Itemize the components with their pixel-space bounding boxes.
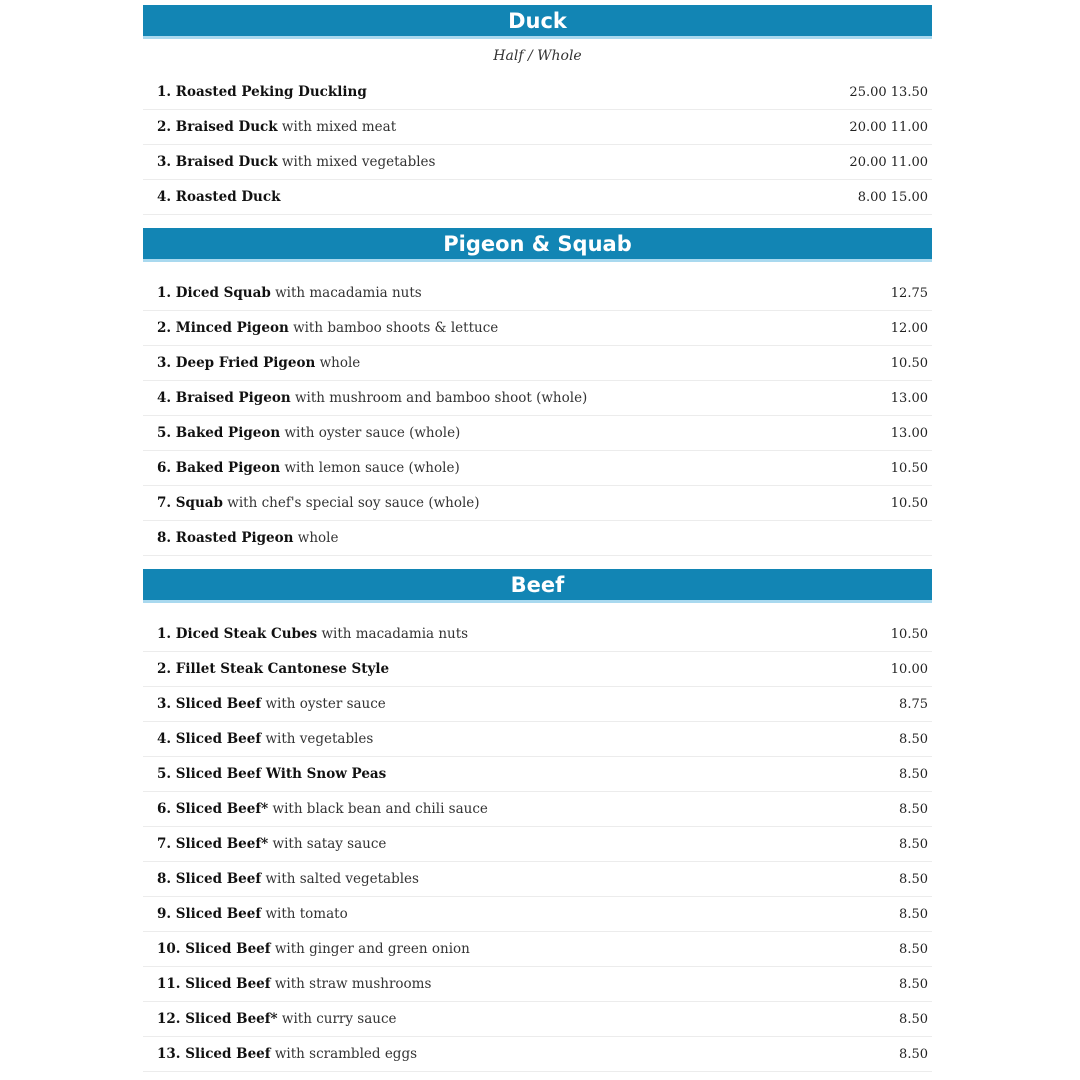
item-number: 9. [157,906,172,922]
item-name: Sliced Beef [175,731,262,747]
item-number: 7. [157,836,172,852]
item-number: 1. [157,84,172,100]
item-name: Sliced Beef [185,941,271,957]
menu-items [143,276,932,556]
item-description: with lemon sauce (whole) [284,460,460,476]
item-number: 2. [157,661,172,677]
menu-item [143,110,932,145]
item-price: 20.00 11.00 [849,154,928,170]
menu-item [143,486,932,521]
item-number: 3. [157,696,172,712]
item-description: with black bean and chili sauce [272,801,488,817]
item-name: Roasted Peking Duckling [175,84,367,100]
item-price: 25.00 13.50 [849,84,928,100]
item-name: Roasted Pigeon [175,530,294,546]
item-price: 8.50 [899,801,928,817]
item-description: whole [297,530,339,546]
item-name: Sliced Beef [175,906,262,922]
menu-item [143,416,932,451]
item-name: Deep Fried Pigeon [175,355,316,371]
item-number: 12. [157,1011,181,1027]
item-price: 8.50 [899,731,928,747]
item-name: Baked Pigeon [175,425,281,441]
item-description: with satay sauce [272,836,387,852]
item-price: 8.50 [899,941,928,957]
item-price: 8.50 [899,1046,928,1062]
item-description: with oyster sauce [265,696,386,712]
item-number: 8. [157,871,172,887]
menu-item [143,381,932,416]
item-number: 3. [157,355,172,371]
section-header: Beef [143,569,932,603]
menu-items [143,75,932,215]
item-description: with bamboo shoots & lettuce [293,320,499,336]
menu [143,5,932,1072]
item-description: with salted vegetables [265,871,419,887]
section-pigeon-squab [143,228,932,556]
item-name: Sliced Beef* [185,1011,278,1027]
item-description: with macadamia nuts [321,626,469,642]
item-price: 8.00 15.00 [857,189,928,205]
menu-item [143,1002,932,1037]
menu-item [143,617,932,652]
item-name: Sliced Beef With Snow Peas [175,766,387,782]
menu-item [143,967,932,1002]
menu-item [143,145,932,180]
item-name: Sliced Beef [175,696,262,712]
item-price: 20.00 11.00 [849,119,928,135]
item-number: 4. [157,731,172,747]
item-description: with scrambled eggs [274,1046,418,1062]
item-description: whole [319,355,361,371]
item-name: Sliced Beef [175,871,262,887]
item-number: 4. [157,189,172,205]
menu-item [143,1037,932,1072]
menu-item [143,792,932,827]
item-name: Minced Pigeon [175,320,289,336]
menu-item [143,722,932,757]
item-name: Fillet Steak Cantonese Style [175,661,390,677]
item-price: 10.50 [890,460,928,476]
item-number: 2. [157,320,172,336]
item-number: 11. [157,976,181,992]
item-description: with mixed meat [281,119,397,135]
menu-item [143,687,932,722]
item-number: 3. [157,154,172,170]
menu-item [143,451,932,486]
item-number: 13. [157,1046,181,1062]
item-name: Sliced Beef* [175,801,269,817]
menu-item [143,652,932,687]
item-price: 8.50 [899,766,928,782]
item-number: 1. [157,285,172,301]
menu-item [143,180,932,215]
item-description: with straw mushrooms [274,976,432,992]
item-price: 10.00 [890,661,928,677]
menu-item [143,757,932,792]
item-description: with oyster sauce (whole) [284,425,461,441]
item-price: 12.00 [890,320,928,336]
menu-item [143,346,932,381]
item-name: Diced Steak Cubes [175,626,318,642]
item-number: 1. [157,626,172,642]
item-price: 8.75 [899,696,928,712]
item-number: 10. [157,941,181,957]
menu-item [143,932,932,967]
item-description: with macadamia nuts [275,285,422,301]
item-price: 13.00 [890,425,928,441]
item-description: with tomato [265,906,348,922]
item-description: with ginger and green onion [274,941,470,957]
item-description: with mixed vegetables [281,154,436,170]
menu-item [143,827,932,862]
item-price: 8.50 [899,906,928,922]
item-price: 8.50 [899,976,928,992]
item-price: 10.50 [890,495,928,511]
item-number: 8. [157,530,172,546]
menu-item [143,276,932,311]
item-price: 12.75 [890,285,928,301]
item-name: Braised Duck [175,119,278,135]
item-name: Braised Duck [175,154,278,170]
item-name: Roasted Duck [175,189,281,205]
section-subtitle: Half / Whole [493,48,582,64]
item-description: with chef's special soy sauce (whole) [227,495,480,511]
menu-items [143,617,932,1072]
item-price: 10.50 [890,355,928,371]
section-header: Duck [143,5,932,39]
section-header: Pigeon & Squab [143,228,932,262]
item-number: 6. [157,460,172,476]
item-number: 6. [157,801,172,817]
item-name: Sliced Beef* [175,836,269,852]
item-name: Baked Pigeon [175,460,281,476]
item-number: 5. [157,766,172,782]
item-description: with curry sauce [281,1011,397,1027]
item-name: Braised Pigeon [175,390,291,406]
item-price: 13.00 [890,390,928,406]
item-price: 8.50 [899,836,928,852]
menu-item [143,521,932,556]
item-name: Sliced Beef [185,976,271,992]
item-price: 8.50 [899,1011,928,1027]
menu-item [143,75,932,110]
menu-item [143,897,932,932]
item-price: 10.50 [890,626,928,642]
section-duck [143,5,932,215]
item-number: 5. [157,425,172,441]
item-name: Sliced Beef [185,1046,271,1062]
item-number: 2. [157,119,172,135]
item-name: Squab [175,495,223,511]
item-name: Diced Squab [175,285,271,301]
item-description: with mushroom and bamboo shoot (whole) [294,390,588,406]
item-price: 8.50 [899,871,928,887]
item-description: with vegetables [265,731,374,747]
item-number: 7. [157,495,172,511]
menu-item [143,311,932,346]
item-number: 4. [157,390,172,406]
section-beef [143,569,932,1072]
menu-item [143,862,932,897]
